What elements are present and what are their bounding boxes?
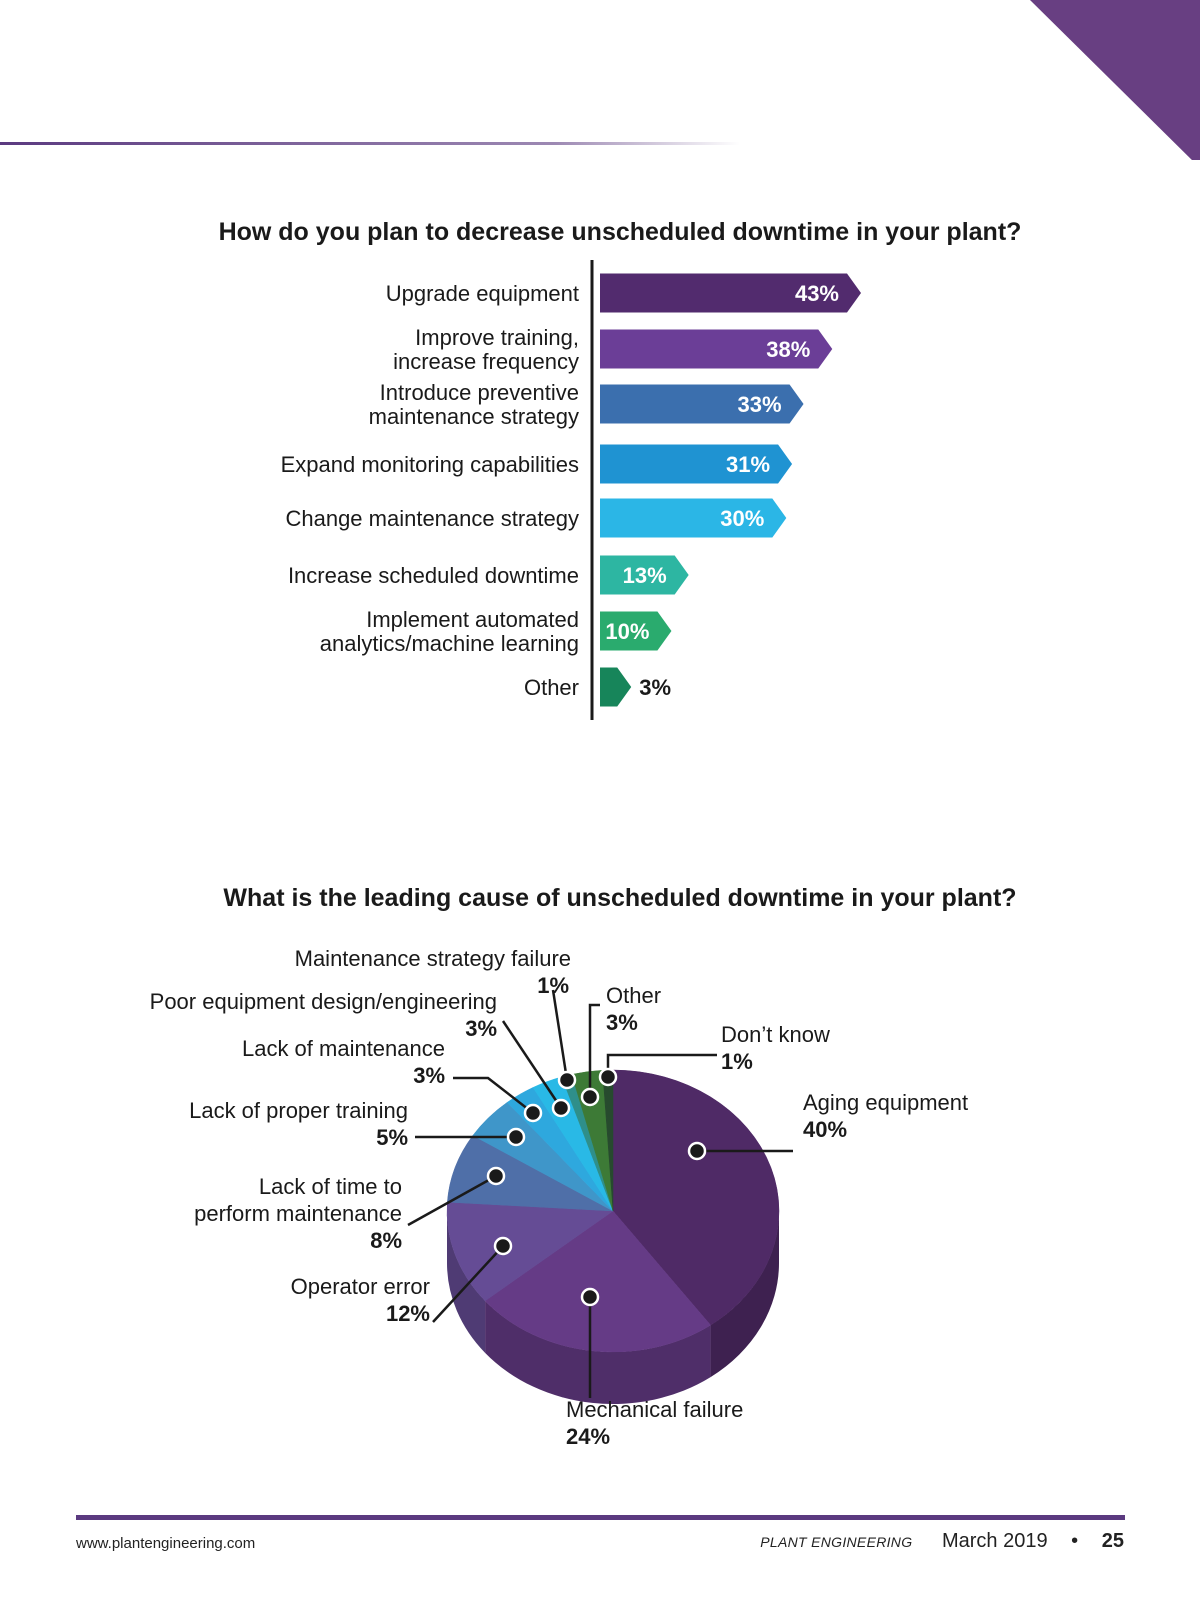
pie-callout-dot-5 bbox=[508, 1129, 524, 1145]
bar-category-label-5: Change maintenance strategy bbox=[285, 506, 579, 531]
pie-callout-dot-1 bbox=[689, 1143, 705, 1159]
pie-slice-label-10: Don’t know bbox=[721, 1022, 830, 1047]
pie-value-label-1: 40% bbox=[803, 1117, 848, 1142]
pie-value-label-7: 3% bbox=[465, 1016, 497, 1041]
pie-chart-title: What is the leading cause of unscheduled downtime in your plant? bbox=[223, 884, 1017, 912]
pie-slice-label-4-line-2: perform maintenance bbox=[194, 1201, 402, 1226]
bar-category-label-1: Upgrade equipment bbox=[385, 281, 579, 306]
pie-slice-label-6: Lack of maintenance bbox=[241, 1036, 445, 1061]
pie-value-label-9: 3% bbox=[606, 1010, 638, 1035]
pie-callout-dot-3 bbox=[495, 1238, 511, 1254]
footer-date: March 2019 bbox=[941, 1530, 1048, 1552]
bar-value-label-3: 33% bbox=[737, 392, 782, 417]
pie-slice-label-4-line-1: Lack of time to bbox=[258, 1174, 402, 1199]
pie-slice-label-9: Other bbox=[606, 983, 662, 1008]
pie-callout-dot-4 bbox=[488, 1168, 504, 1184]
bar-category-label-4: Expand monitoring capabilities bbox=[280, 452, 579, 477]
footer-rule bbox=[76, 1515, 1125, 1520]
pie-slice-label-5: Lack of proper training bbox=[189, 1098, 408, 1123]
bar-category-label-6: Increase scheduled downtime bbox=[287, 563, 579, 588]
footer-magazine: PLANT ENGINEERING bbox=[760, 1534, 913, 1550]
bar-chart-title: How do you plan to decrease unscheduled downtime in your plant? bbox=[218, 218, 1022, 246]
pie-value-label-5: 5% bbox=[376, 1125, 408, 1150]
bar-category-label-7-line-1: Implement automated bbox=[366, 607, 579, 632]
pie-callout-dot-9 bbox=[582, 1089, 598, 1105]
bar-value-label-4: 31% bbox=[726, 452, 771, 477]
bar-category-label-8: Other bbox=[523, 675, 579, 700]
bar-value-label-5: 30% bbox=[720, 506, 765, 531]
bar-category-label-3-line-2: maintenance strategy bbox=[368, 404, 579, 429]
footer-url[interactable]: www.plantengineering.com bbox=[76, 1535, 256, 1552]
pie-callout-dot-8 bbox=[559, 1072, 575, 1088]
footer-info bbox=[760, 1530, 1124, 1553]
pie-callout-dot-2 bbox=[582, 1289, 598, 1305]
page-number: 25 bbox=[1101, 1530, 1124, 1552]
pie-slice-label-2: Mechanical failure bbox=[566, 1397, 744, 1422]
bar-value-label-1: 43% bbox=[794, 281, 839, 306]
pie-value-label-4: 8% bbox=[370, 1228, 402, 1253]
bar-category-label-2-line-1: Improve training, bbox=[415, 325, 579, 350]
pie-callout-dot-7 bbox=[553, 1100, 569, 1116]
footer-separator: • bbox=[1071, 1530, 1079, 1552]
bar-value-label-7: 10% bbox=[605, 619, 650, 644]
pie-slice-label-8: Maintenance strategy failure bbox=[294, 946, 571, 971]
pie-value-label-6: 3% bbox=[413, 1063, 445, 1088]
pie-slice-label-1: Aging equipment bbox=[803, 1090, 969, 1115]
pie-leader-line-8 bbox=[553, 990, 567, 1080]
pie-value-label-2: 24% bbox=[566, 1424, 611, 1449]
bar-value-label-6: 13% bbox=[622, 563, 667, 588]
bar-category-label-3-line-1: Introduce preventive bbox=[379, 380, 579, 405]
pie-callout-dot-6 bbox=[525, 1105, 541, 1121]
bar-value-label-8: 3% bbox=[639, 675, 672, 700]
pie-slice-label-7: Poor equipment design/engineering bbox=[149, 989, 497, 1014]
pie-value-label-3: 12% bbox=[385, 1301, 430, 1326]
bar-category-label-2-line-2: increase frequency bbox=[393, 349, 579, 374]
pie-slice-label-3: Operator error bbox=[290, 1274, 430, 1299]
bar-value-label-2: 38% bbox=[766, 337, 811, 362]
bar-category-label-7-line-2: analytics/machine learning bbox=[319, 631, 579, 656]
pie-callout-dot-10 bbox=[600, 1069, 616, 1085]
pie-value-label-10: 1% bbox=[721, 1049, 753, 1074]
pie-value-label-8: 1% bbox=[537, 973, 569, 998]
